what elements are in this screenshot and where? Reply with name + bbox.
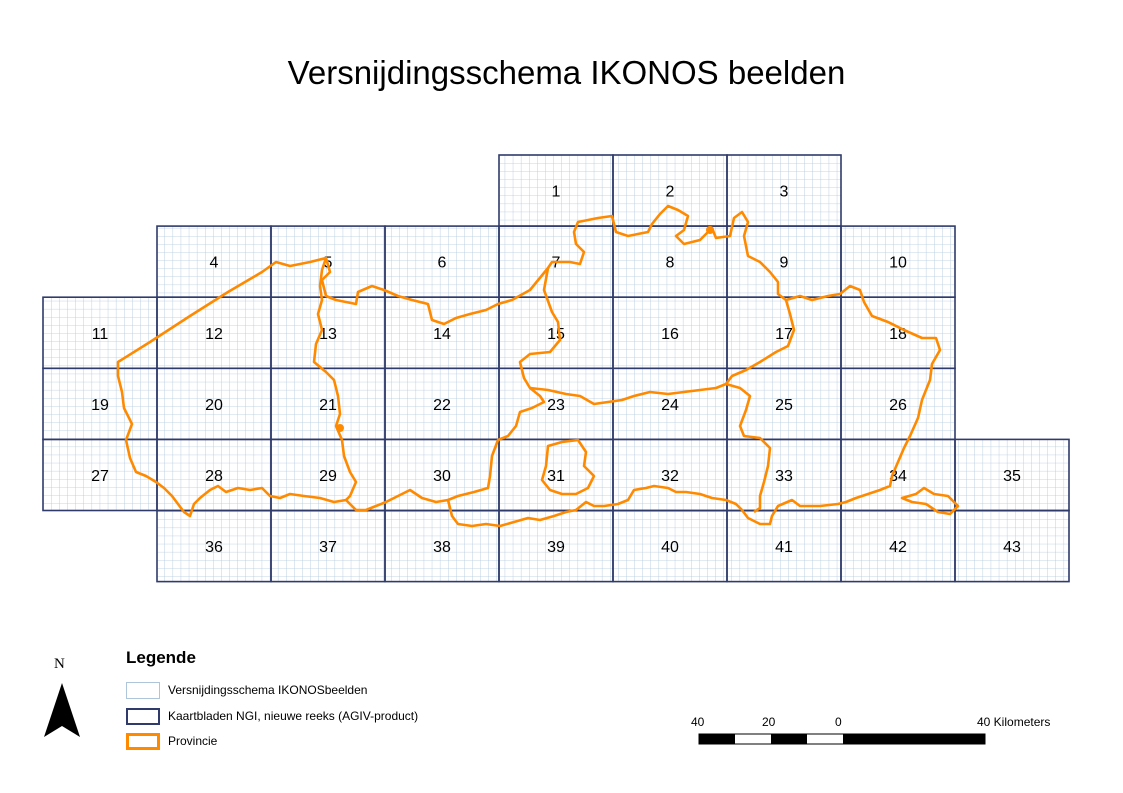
sheet-label-8: 8 (665, 254, 675, 272)
sheet-label-16: 16 (661, 325, 679, 343)
sheet-label-37: 37 (319, 539, 337, 557)
sheet-label-38: 38 (433, 539, 451, 557)
scale-label: 40 Kilometers (977, 715, 1051, 729)
sheet-label-7: 7 (551, 254, 561, 272)
sheet-label-10: 10 (889, 254, 907, 272)
sheet-label-29: 29 (319, 467, 337, 485)
legend-swatch-grid (126, 682, 160, 699)
sheet-label-6: 6 (437, 254, 447, 272)
sheet-label-3: 3 (779, 183, 789, 201)
scale-label: 40 (691, 715, 705, 729)
legend-item-grid (126, 680, 367, 700)
sheet-label-27: 27 (91, 467, 109, 485)
legend-item-province (126, 731, 217, 751)
sheet-label-13: 13 (319, 325, 337, 343)
sheet-label-22: 22 (433, 396, 451, 414)
sheet-label-18: 18 (889, 325, 907, 343)
sheet-label-40: 40 (661, 539, 679, 557)
sheet-label-25: 25 (775, 396, 793, 414)
sheet-label-35: 35 (1003, 467, 1021, 485)
sheet-label-32: 32 (661, 467, 679, 485)
province-marker (336, 424, 344, 432)
sheet-label-15: 15 (547, 325, 565, 343)
sheet-label-1: 1 (551, 183, 561, 201)
sheet-label-23: 23 (547, 396, 565, 414)
legend-label: Versnijdingsschema IKONOSbeelden (168, 683, 368, 697)
sheet-label-39: 39 (547, 539, 565, 557)
sheet-label-34: 34 (889, 467, 907, 485)
sheet-label-42: 42 (889, 539, 907, 557)
legend-label: Provincie (168, 734, 218, 748)
scale-label: 0 (835, 715, 842, 729)
sheet-label-30: 30 (433, 467, 451, 485)
sheet-label-31: 31 (547, 467, 565, 485)
scale-bar (699, 734, 985, 744)
province-marker (706, 226, 714, 234)
sheet-label-28: 28 (205, 467, 223, 485)
legend-swatch-province (126, 733, 160, 750)
sheet-label-4: 4 (209, 254, 219, 272)
sheet-label-24: 24 (661, 396, 679, 414)
legend-swatch-sheets (126, 708, 160, 725)
sheet-label-43: 43 (1003, 539, 1021, 557)
sheet-label-2: 2 (665, 183, 675, 201)
north-label: N (54, 656, 65, 672)
sheet-label-19: 19 (91, 396, 109, 414)
sheet-label-5: 5 (323, 254, 333, 272)
sheet-label-41: 41 (775, 539, 793, 557)
legend-item-sheets (126, 706, 418, 726)
sheet-label-33: 33 (775, 467, 793, 485)
sheet-label-14: 14 (433, 325, 451, 343)
sheet-label-20: 20 (205, 396, 223, 414)
sheet-label-12: 12 (205, 325, 223, 343)
sheet-label-17: 17 (775, 325, 793, 343)
sheet-label-9: 9 (779, 254, 789, 272)
north-arrow (44, 683, 80, 737)
sheet-label-21: 21 (319, 396, 337, 414)
legend-title: Legende (126, 648, 196, 667)
sheet-label-36: 36 (205, 539, 223, 557)
legend-label: Kaartbladen NGI, nieuwe reeks (AGIV-product) (168, 709, 419, 723)
map-title: Versnijdingsschema IKONOS beelden (287, 54, 846, 91)
sheet-label-11: 11 (91, 325, 109, 343)
scale-label: 20 (762, 715, 776, 729)
sheet-label-26: 26 (889, 396, 907, 414)
